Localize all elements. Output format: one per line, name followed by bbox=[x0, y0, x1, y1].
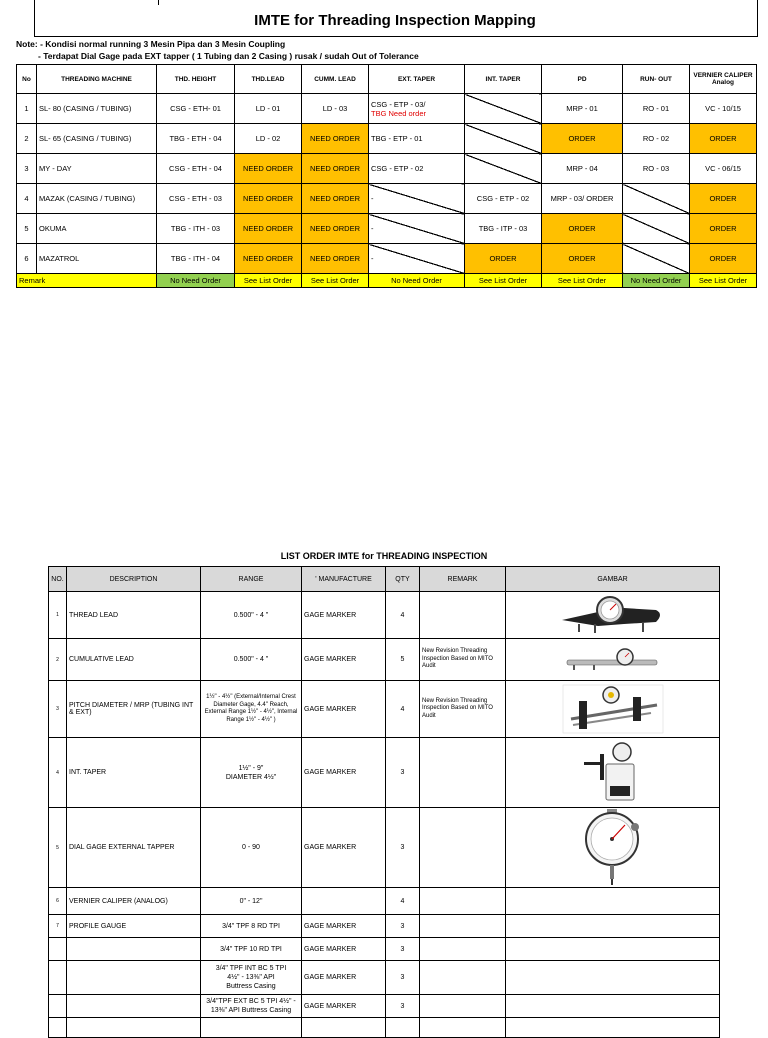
cell-pd: MRP - 03/ ORDER bbox=[542, 184, 623, 214]
cell-cumm: LD - 03 bbox=[302, 94, 369, 124]
cell-no: 3 bbox=[17, 154, 37, 184]
list-range bbox=[201, 738, 302, 808]
list-desc: PROFILE GAUGE bbox=[67, 915, 201, 938]
list-picture bbox=[506, 995, 720, 1018]
list-mfr: GAGE MARKER bbox=[302, 808, 386, 888]
list-qty: 3 bbox=[386, 738, 420, 808]
header-no: No bbox=[17, 65, 37, 94]
cell-height: TBG - ITH - 04 bbox=[157, 244, 235, 274]
list-remark bbox=[420, 961, 506, 995]
header-ext: EXT. TAPER bbox=[369, 65, 465, 94]
list-desc: THREAD LEAD bbox=[67, 592, 201, 639]
cell-machine: MAZAK (CASING / TUBING) bbox=[37, 184, 157, 214]
cell-lead: LD - 01 bbox=[235, 94, 302, 124]
cell-int: TBG - ITP - 03 bbox=[465, 214, 542, 244]
cell-no: 1 bbox=[17, 94, 37, 124]
cell-vernier: ORDER bbox=[690, 184, 757, 214]
list-header-remark: REMARK bbox=[420, 567, 506, 592]
cell-vernier: ORDER bbox=[690, 244, 757, 274]
cell-vernier: VC - 10/15 bbox=[690, 94, 757, 124]
header-vernier: VERNIER CALIPER Analog bbox=[690, 65, 757, 94]
list-qty: 3 bbox=[386, 915, 420, 938]
list-item bbox=[49, 592, 720, 639]
table-row bbox=[17, 124, 757, 154]
header-cumm: CUMM. LEAD bbox=[302, 65, 369, 94]
header-runout: RUN- OUT bbox=[623, 65, 690, 94]
list-range-line2: DIAMETER 4½" bbox=[225, 773, 277, 781]
table-row bbox=[17, 184, 757, 214]
list-qty: 3 bbox=[386, 808, 420, 888]
list-desc: CUMULATIVE LEAD bbox=[67, 639, 201, 681]
cell-int: - bbox=[465, 154, 542, 184]
list-picture bbox=[506, 888, 720, 915]
list-desc: INT. TAPER bbox=[67, 738, 201, 808]
list-item bbox=[49, 639, 720, 681]
cell-ext-line2: TBG Need order bbox=[371, 108, 427, 118]
cell-int: ORDER bbox=[465, 244, 542, 274]
list-range-line1: 3/4"TPF EXT BC 5 TPI 4½" - bbox=[206, 998, 296, 1005]
cell-pd: MRP - 01 bbox=[542, 94, 623, 124]
cell-vernier: ORDER bbox=[690, 214, 757, 244]
mapping-header-row bbox=[17, 65, 757, 94]
cell-pd: ORDER bbox=[542, 214, 623, 244]
list-mfr: GAGE MARKER bbox=[302, 915, 386, 938]
list-mfr: GAGE MARKER bbox=[302, 738, 386, 808]
cell-machine: MY - DAY bbox=[37, 154, 157, 184]
table-row bbox=[17, 94, 757, 124]
list-no bbox=[49, 938, 67, 961]
cell-vernier: ORDER bbox=[690, 124, 757, 154]
remark-pd: See List Order bbox=[542, 274, 623, 288]
cell-ext-line1: CSG - ETP - 03/ bbox=[371, 99, 426, 109]
list-remark bbox=[420, 915, 506, 938]
list-no: 5 bbox=[49, 808, 67, 888]
list-header-qty: QTY bbox=[386, 567, 420, 592]
list-range: 3/4" TPF 10 RD TPI bbox=[201, 938, 302, 961]
cell-ext: CSG - ETP - 02 bbox=[369, 154, 465, 184]
cell-height: TBG - ITH - 03 bbox=[157, 214, 235, 244]
list-mfr: GAGE MARKER bbox=[302, 681, 386, 738]
list-picture bbox=[506, 915, 720, 938]
list-remark bbox=[420, 592, 506, 639]
list-desc: VERNIER CALIPER (ANALOG) bbox=[67, 888, 201, 915]
cell-runout: - bbox=[623, 244, 690, 274]
list-qty: 3 bbox=[386, 938, 420, 961]
cell-no: 2 bbox=[17, 124, 37, 154]
cell-cumm: NEED ORDER bbox=[302, 124, 369, 154]
cell-runout: RO - 03 bbox=[623, 154, 690, 184]
list-range-line2: 13⅜" API Buttress Casing bbox=[210, 1007, 292, 1014]
remark-int: See List Order bbox=[465, 274, 542, 288]
list-remark bbox=[420, 995, 506, 1018]
list-remark bbox=[420, 738, 506, 808]
list-item bbox=[49, 681, 720, 738]
list-no bbox=[49, 995, 67, 1018]
list-item bbox=[49, 888, 720, 915]
list-item bbox=[49, 915, 720, 938]
cell-lead: LD - 02 bbox=[235, 124, 302, 154]
cell-height: TBG - ETH - 04 bbox=[157, 124, 235, 154]
list-item bbox=[49, 961, 720, 995]
int-taper-gauge-icon bbox=[578, 740, 648, 806]
header-machine: THREADING MACHINE bbox=[37, 65, 157, 94]
list-desc bbox=[67, 995, 201, 1018]
list-remark bbox=[420, 938, 506, 961]
cell-no: 4 bbox=[17, 184, 37, 214]
table-row bbox=[17, 244, 757, 274]
list-picture bbox=[506, 808, 720, 888]
cell-runout: - bbox=[623, 214, 690, 244]
cell-height: CSG - ETH - 03 bbox=[157, 184, 235, 214]
header-lead: THD.LEAD bbox=[235, 65, 302, 94]
cell-pd: ORDER bbox=[542, 124, 623, 154]
frame-tick bbox=[158, 0, 159, 5]
list-range-line1: 3/4" TPF INT BC 5 TPI bbox=[215, 965, 287, 972]
list-header-mfr: ' MANUFACTURE bbox=[302, 567, 386, 592]
list-range: 3/4" TPF 8 RD TPI bbox=[201, 915, 302, 938]
cell-machine: SL- 65 (CASING / TUBING) bbox=[37, 124, 157, 154]
list-no: 2 bbox=[49, 639, 67, 681]
cell-vernier: VC - 06/15 bbox=[690, 154, 757, 184]
list-range: 0 - 90 bbox=[201, 808, 302, 888]
cell-no: 5 bbox=[17, 214, 37, 244]
list-header-picture: GAMBAR bbox=[506, 567, 720, 592]
cell-height: CSG - ETH- 01 bbox=[157, 94, 235, 124]
list-range bbox=[201, 995, 302, 1018]
list-header-row bbox=[49, 567, 720, 592]
list-qty: 4 bbox=[386, 888, 420, 915]
list-item bbox=[49, 995, 720, 1018]
cell-no: 6 bbox=[17, 244, 37, 274]
list-picture bbox=[506, 938, 720, 961]
list-range-line3: Buttress Casing bbox=[226, 983, 276, 990]
list-mfr: GAGE MARKER bbox=[302, 938, 386, 961]
list-title: LIST ORDER IMTE for THREADING INSPECTION bbox=[280, 551, 488, 561]
list-picture bbox=[506, 592, 720, 639]
note-line-2: - Terdapat Dial Gage pada EXT tapper ( 1 Tubing dan 2 Casing ) rusak / sudah Out of Tolerance bbox=[38, 51, 419, 61]
cell-lead: NEED ORDER bbox=[235, 184, 302, 214]
header-pd: PD bbox=[542, 65, 623, 94]
remark-height: No Need Order bbox=[157, 274, 235, 288]
list-remark: New Revision Threading Inspection Based on MITO Audit bbox=[420, 681, 506, 738]
pitch-diameter-gauge-icon bbox=[561, 683, 665, 735]
cell-cumm: NEED ORDER bbox=[302, 244, 369, 274]
list-no: 3 bbox=[49, 681, 67, 738]
list-header-desc: DESCRIPTION bbox=[67, 567, 201, 592]
cell-int: CSG - ETP - 02 bbox=[465, 184, 542, 214]
cell-int: - bbox=[465, 124, 542, 154]
remark-ext: No Need Order bbox=[369, 274, 465, 288]
cumulative-lead-gauge-icon bbox=[563, 648, 663, 672]
list-range-line1: 1½" - 9" bbox=[238, 764, 264, 772]
remark-runout: No Need Order bbox=[623, 274, 690, 288]
list-desc: DIAL GAGE EXTERNAL TAPPER bbox=[67, 808, 201, 888]
list-mfr: GAGE MARKER bbox=[302, 995, 386, 1018]
cell-runout: - bbox=[623, 184, 690, 214]
table-row bbox=[17, 154, 757, 184]
list-item-partial bbox=[49, 1018, 720, 1038]
dial-gage-icon bbox=[573, 809, 653, 887]
cell-machine: OKUMA bbox=[37, 214, 157, 244]
list-qty: 4 bbox=[386, 592, 420, 639]
list-picture bbox=[506, 639, 720, 681]
list-no: 7 bbox=[49, 915, 67, 938]
list-desc bbox=[67, 961, 201, 995]
cell-cumm: NEED ORDER bbox=[302, 214, 369, 244]
remark-lead: See List Order bbox=[235, 274, 302, 288]
list-item bbox=[49, 938, 720, 961]
cell-lead: NEED ORDER bbox=[235, 154, 302, 184]
list-picture bbox=[506, 738, 720, 808]
cell-ext: - bbox=[369, 214, 465, 244]
list-item bbox=[49, 808, 720, 888]
cell-cumm: NEED ORDER bbox=[302, 154, 369, 184]
cell-machine: SL- 80 (CASING / TUBING) bbox=[37, 94, 157, 124]
list-picture bbox=[506, 961, 720, 995]
cell-ext bbox=[369, 94, 465, 124]
header-int: INT. TAPER bbox=[465, 65, 542, 94]
cell-ext: TBG - ETP - 01 bbox=[369, 124, 465, 154]
list-qty: 3 bbox=[386, 995, 420, 1018]
list-range-line2: 4½" - 13⅜" API bbox=[227, 974, 275, 981]
list-header-range: RANGE bbox=[201, 567, 302, 592]
list-no: 4 bbox=[49, 738, 67, 808]
remark-cumm: See List Order bbox=[302, 274, 369, 288]
note-line-1: Note: - Kondisi normal running 3 Mesin Pipa dan 3 Mesin Coupling bbox=[16, 39, 286, 49]
list-remark bbox=[420, 888, 506, 915]
list-mfr: GAGE MARKER bbox=[302, 592, 386, 639]
list-range: 0.500" - 4 " bbox=[201, 592, 302, 639]
list-range: 1½" - 4½" (External/Internal Crest Diameter Gage, 4.4" Reach, External Range 1½" - 4½", Internal Range 1½" - 4½" ) bbox=[201, 681, 302, 738]
cell-runout: RO - 02 bbox=[623, 124, 690, 154]
list-mfr bbox=[302, 888, 386, 915]
cell-int: - bbox=[465, 94, 542, 124]
list-no: 6 bbox=[49, 888, 67, 915]
page-title: IMTE for Threading Inspection Mapping bbox=[254, 12, 536, 29]
mapping-table bbox=[16, 64, 757, 288]
list-range: 0" - 12" bbox=[201, 888, 302, 915]
list-picture bbox=[506, 681, 720, 738]
order-list-table bbox=[48, 566, 720, 1038]
list-item bbox=[49, 738, 720, 808]
list-remark: New Revision Threading Inspection Based on MITO Audit bbox=[420, 639, 506, 681]
list-mfr: GAGE MARKER bbox=[302, 961, 386, 995]
thread-lead-gauge-icon bbox=[558, 594, 668, 636]
list-no: 1 bbox=[49, 592, 67, 639]
list-desc: PITCH DIAMETER / MRP (TUBING INT & EXT) bbox=[67, 681, 201, 738]
list-desc bbox=[67, 938, 201, 961]
cell-pd: MRP - 04 bbox=[542, 154, 623, 184]
list-range: 0.500" - 4 " bbox=[201, 639, 302, 681]
cell-lead: NEED ORDER bbox=[235, 214, 302, 244]
list-remark bbox=[420, 808, 506, 888]
list-mfr: GAGE MARKER bbox=[302, 639, 386, 681]
cell-ext: - bbox=[369, 244, 465, 274]
table-row bbox=[17, 214, 757, 244]
list-qty: 3 bbox=[386, 961, 420, 995]
list-qty: 5 bbox=[386, 639, 420, 681]
list-range bbox=[201, 961, 302, 995]
cell-runout: RO - 01 bbox=[623, 94, 690, 124]
cell-cumm: NEED ORDER bbox=[302, 184, 369, 214]
header-height: THD. HEIGHT bbox=[157, 65, 235, 94]
cell-ext: - bbox=[369, 184, 465, 214]
cell-height: CSG - ETH - 04 bbox=[157, 154, 235, 184]
remark-vernier: See List Order bbox=[690, 274, 757, 288]
list-qty: 4 bbox=[386, 681, 420, 738]
cell-lead: NEED ORDER bbox=[235, 244, 302, 274]
list-no bbox=[49, 961, 67, 995]
list-header-no: NO. bbox=[49, 567, 67, 592]
cell-pd: ORDER bbox=[542, 244, 623, 274]
cell-machine: MAZATROL bbox=[37, 244, 157, 274]
remark-row bbox=[17, 274, 757, 288]
remark-label: Remark bbox=[17, 274, 157, 288]
